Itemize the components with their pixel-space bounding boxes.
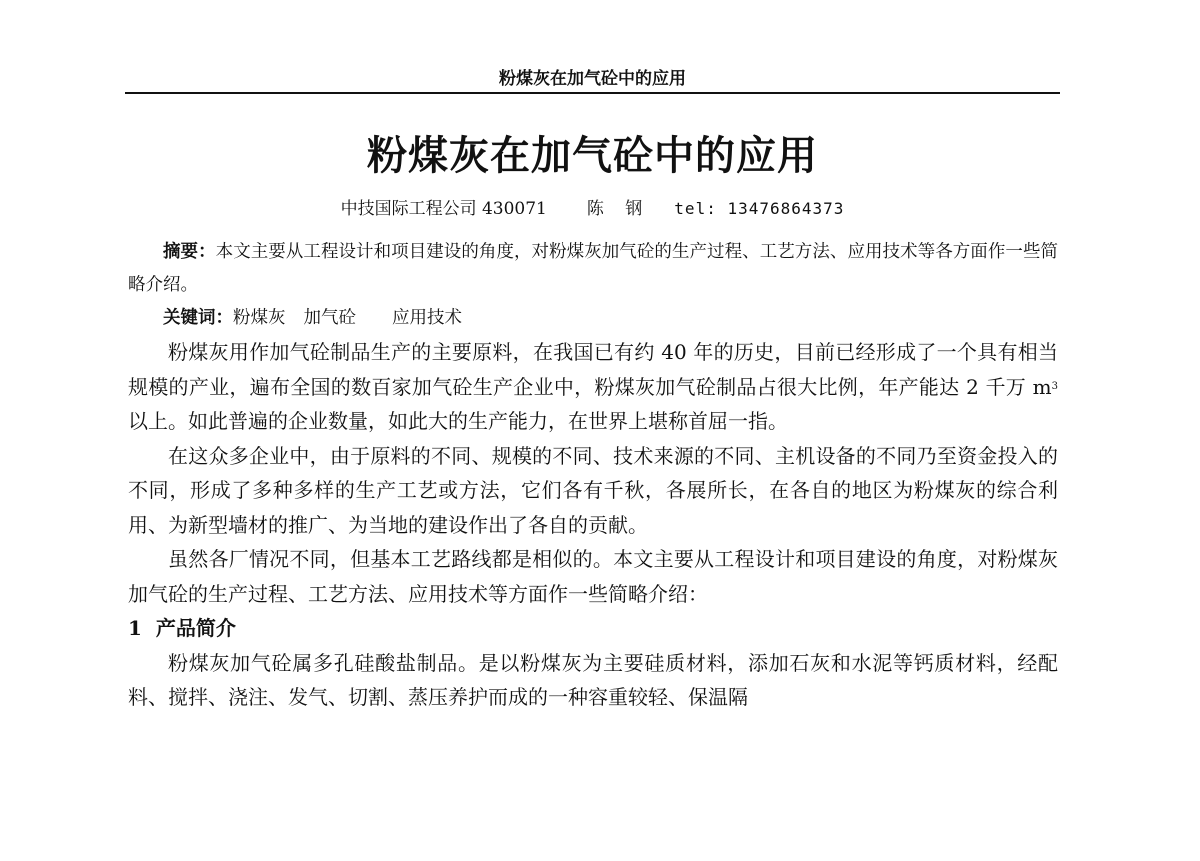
section-number: 1 [128, 616, 142, 640]
byline [125, 194, 1060, 219]
abstract [128, 236, 1058, 302]
paper-title: 粉煤灰在加气砼中的应用 [367, 133, 818, 179]
keywords-label: 关键词： [163, 308, 233, 328]
section-heading [128, 611, 1058, 646]
abstract-text: 本文主要从工程设计和项目建设的角度，对粉煤灰加气砼的生产过程、工艺方法、应用技术等各方面作一些简略介绍。 [128, 242, 1059, 295]
paragraph-1: 粉煤灰用作加气砼制品生产的主要原料，在我国已有约 40 年的历史，目前已经形成了一个具有相当规模的产业，遍布全国的数百家加气砼生产企业中，粉煤灰加气砼制品占很大比例，年产能达 2 千万 $m^3$以上。如此普遍的企业数量，如此大的生产能力，在世界上堪称首屈一指。 [128, 340, 1058, 433]
running-header: 粉煤灰在加气砼中的应用 [499, 69, 686, 89]
section-1-paragraph: 粉煤灰加气砼属多孔硅酸盐制品。是以粉煤灰为主要硅质材料，添加石灰和水泥等钙质材料，经配料、搅拌、浇注、发气、切割、蒸压养护而成的一种容重较轻、保温隔 [128, 650, 1058, 709]
paragraph-3: 虽然各厂情况不同，但基本工艺路线都是相似的。本文主要从工程设计和项目建设的角度，对粉煤灰加气砼的生产过程、工艺方法、应用技术等方面作一些简略介绍： [128, 547, 1058, 606]
abstract-label: 摘要： [163, 242, 216, 262]
telephone: tel: 13476864373 [674, 199, 845, 218]
body-text [128, 236, 1058, 715]
section-title: 产品简介 [155, 616, 236, 640]
affiliation: 中技国际工程公司 430071 [340, 199, 547, 219]
keyword-item: 粉煤灰 [233, 308, 286, 328]
superscript-3: 3 [1051, 380, 1058, 392]
author-name: 陈 钢 [586, 199, 651, 219]
paragraph-2: 在这众多企业中，由于原料的不同、规模的不同、技术来源的不同、主机设备的不同乃至资金投入的不同，形成了多种多样的生产工艺或方法，它们各有千秋，各展所长，在各自的地区为粉煤灰的综合利用、为新型墙材的推广、为当地的建设作出了各自的贡献。 [128, 443, 1058, 537]
keyword-item: 应用技术 [392, 308, 462, 328]
keywords [128, 302, 1058, 335]
header-rule [125, 92, 1060, 94]
keyword-item: 加气砼 [303, 308, 356, 328]
